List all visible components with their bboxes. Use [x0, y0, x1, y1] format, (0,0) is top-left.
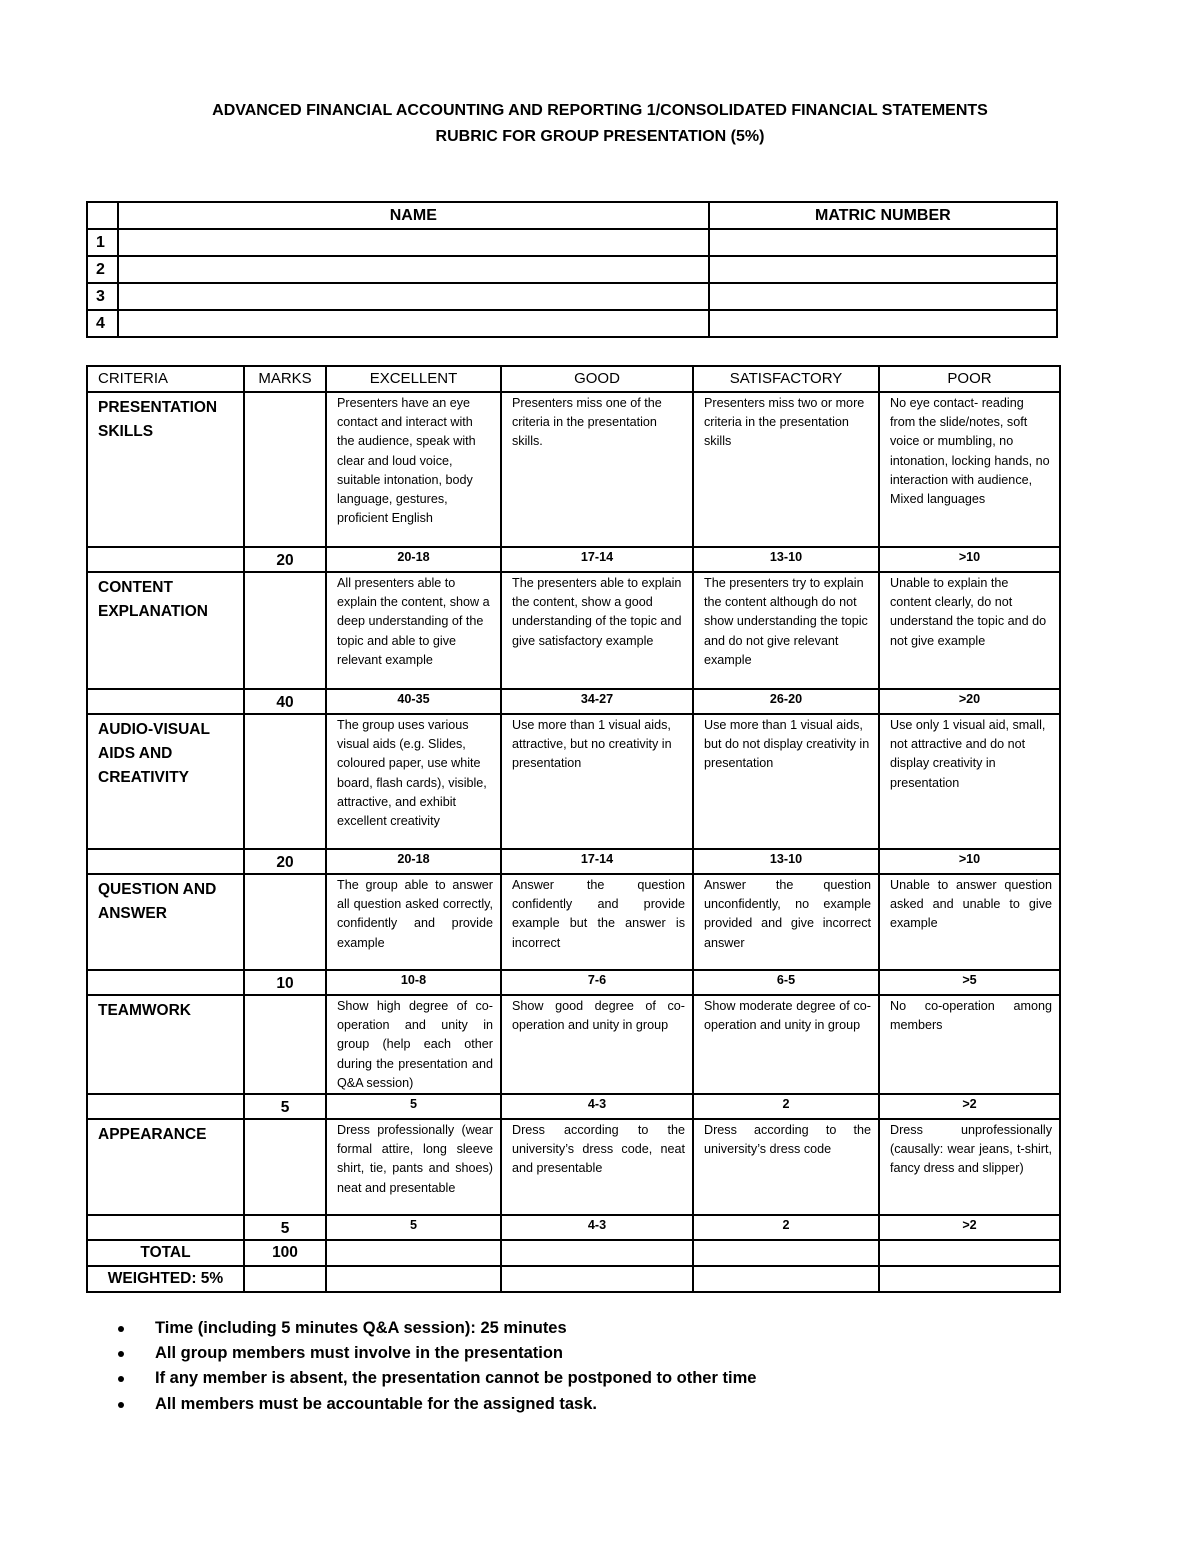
good-descriptor: Use more than 1 visual aids, attractive, but no creativity in presentation: [501, 714, 693, 849]
satisfactory-score: 26-20: [693, 689, 879, 714]
poor-score: >10: [879, 849, 1060, 874]
excellent-score: 20-18: [326, 849, 501, 874]
satisfactory-score: 13-10: [693, 849, 879, 874]
score-row-blank: [87, 849, 244, 874]
member-row: [87, 310, 1057, 337]
bullet-icon: [118, 1376, 124, 1382]
member-row: [87, 283, 1057, 310]
excellent-header: EXCELLENT: [326, 366, 501, 392]
weighted-marks-field[interactable]: [244, 1266, 326, 1292]
criterion-marks-cell: [244, 572, 326, 689]
bullet-icon: [118, 1402, 124, 1408]
criterion-marks: 20: [244, 547, 326, 572]
member-name-field[interactable]: [118, 283, 709, 310]
members-index-header: [87, 202, 118, 229]
criterion-marks-cell: [244, 714, 326, 849]
score-row: [87, 970, 1060, 995]
poor-descriptor: Unable to explain the content clearly, do not understand the topic and do not give example: [879, 572, 1060, 689]
excellent-score: 5: [326, 1094, 501, 1119]
criterion-row: [87, 572, 1060, 689]
good-descriptor: The presenters able to explain the content, show a good understanding of the topic and give satisfactory example: [501, 572, 693, 689]
rubric-header-row: [87, 366, 1060, 392]
satisfactory-descriptor: Dress according to the university’s dress code: [693, 1119, 879, 1215]
satisfactory-score: 2: [693, 1215, 879, 1240]
total-poor-field[interactable]: [879, 1240, 1060, 1266]
poor-header: POOR: [879, 366, 1060, 392]
poor-descriptor: No eye contact- reading from the slide/notes, soft voice or mumbling, no intonation, locking hands, no interaction with audience, Mixed languages: [879, 392, 1060, 547]
score-row: [87, 689, 1060, 714]
excellent-descriptor: The group uses various visual aids (e.g. Slides, coloured paper, use white board, flash cards), visible, attractive, and exhibit excellent creativity: [326, 714, 501, 849]
note-item: [113, 1366, 756, 1391]
weighted-poor-field[interactable]: [879, 1266, 1060, 1292]
criterion-marks-cell: [244, 995, 326, 1094]
member-number: 2: [87, 256, 118, 283]
satisfactory-score: 13-10: [693, 547, 879, 572]
excellent-descriptor: Presenters have an eye contact and interact with the audience, speak with clear and loud voice, suitable intonation, body language, gestures, proficient English: [326, 392, 501, 547]
good-descriptor: Presenters miss one of the criteria in the presentation skills.: [501, 392, 693, 547]
total-good-field[interactable]: [501, 1240, 693, 1266]
excellent-score: 40-35: [326, 689, 501, 714]
good-descriptor: Dress according to the university’s dress code, neat and presentable: [501, 1119, 693, 1215]
satisfactory-descriptor: The presenters try to explain the content although do not show understanding the topic and do not give relevant example: [693, 572, 879, 689]
satisfactory-score: 2: [693, 1094, 879, 1119]
score-row-blank: [87, 1215, 244, 1240]
criterion-marks: 40: [244, 689, 326, 714]
total-row: [87, 1240, 1060, 1266]
good-score: 17-14: [501, 547, 693, 572]
note-text: All members must be accountable for the assigned task.: [155, 1394, 597, 1413]
member-name-field[interactable]: [118, 256, 709, 283]
excellent-descriptor: Dress professionally (wear formal attire, long sleeve shirt, tie, pants and shoes) neat and presentable: [326, 1119, 501, 1215]
good-score: 17-14: [501, 849, 693, 874]
good-score: 34-27: [501, 689, 693, 714]
name-column-header: NAME: [118, 202, 709, 229]
document-title: ADVANCED FINANCIAL ACCOUNTING AND REPORTING 1/CONSOLIDATED FINANCIAL STATEMENTS: [212, 102, 988, 119]
good-descriptor: Show good degree of co-operation and unity in group: [501, 995, 693, 1094]
document-subtitle: RUBRIC FOR GROUP PRESENTATION (5%): [435, 128, 765, 145]
excellent-descriptor: The group able to answer all question asked correctly, confidently and provide example: [326, 874, 501, 970]
member-matric-field[interactable]: [709, 310, 1057, 337]
satisfactory-header: SATISFACTORY: [693, 366, 879, 392]
criterion-row: [87, 392, 1060, 547]
criterion-row: [87, 995, 1060, 1094]
member-name-field[interactable]: [118, 229, 709, 256]
criterion-marks: 10: [244, 970, 326, 995]
weighted-excellent-field[interactable]: [326, 1266, 501, 1292]
weighted-label: WEIGHTED: 5%: [87, 1266, 244, 1292]
good-header: GOOD: [501, 366, 693, 392]
criterion-name: PRESENTATION SKILLS: [87, 392, 244, 547]
poor-descriptor: Use only 1 visual aid, small, not attractive and do not display creativity in presentation: [879, 714, 1060, 849]
score-row-blank: [87, 689, 244, 714]
members-header-row: [87, 202, 1057, 229]
member-row: [87, 229, 1057, 256]
satisfactory-descriptor: Use more than 1 visual aids, but do not display creativity in presentation: [693, 714, 879, 849]
criterion-name: TEAMWORK: [87, 995, 244, 1094]
poor-descriptor: Unable to answer question asked and unable to give example: [879, 874, 1060, 970]
score-row: [87, 1215, 1060, 1240]
note-item: [113, 1341, 756, 1366]
poor-score: >5: [879, 970, 1060, 995]
criterion-marks-cell: [244, 874, 326, 970]
good-score: 7-6: [501, 970, 693, 995]
excellent-descriptor: Show high degree of co-operation and unity in group (help each other during the presentation and Q&A session): [326, 995, 501, 1094]
notes-list: [113, 1316, 756, 1417]
score-row: [87, 1094, 1060, 1119]
criterion-row: [87, 1119, 1060, 1215]
score-row-blank: [87, 970, 244, 995]
criterion-row: [87, 714, 1060, 849]
note-item: [113, 1392, 756, 1417]
satisfactory-descriptor: Show moderate degree of co-operation and unity in group: [693, 995, 879, 1094]
member-matric-field[interactable]: [709, 283, 1057, 310]
poor-descriptor: No co-operation among members: [879, 995, 1060, 1094]
poor-descriptor: Dress unprofessionally (causally: wear jeans, t-shirt, fancy dress and slipper): [879, 1119, 1060, 1215]
member-number: 3: [87, 283, 118, 310]
total-satisfactory-field[interactable]: [693, 1240, 879, 1266]
score-row-blank: [87, 1094, 244, 1119]
excellent-score: 20-18: [326, 547, 501, 572]
bullet-icon: [118, 1351, 124, 1357]
criteria-header: CRITERIA: [87, 366, 244, 392]
criterion-marks-cell: [244, 1119, 326, 1215]
matric-column-header: MATRIC NUMBER: [709, 202, 1057, 229]
total-marks: 100: [244, 1240, 326, 1266]
rubric-table: [86, 365, 1061, 1293]
member-matric-field[interactable]: [709, 229, 1057, 256]
weighted-good-field[interactable]: [501, 1266, 693, 1292]
member-name-field[interactable]: [118, 310, 709, 337]
poor-score: >2: [879, 1215, 1060, 1240]
criterion-row: [87, 874, 1060, 970]
criterion-marks-cell: [244, 392, 326, 547]
member-number: 4: [87, 310, 118, 337]
excellent-descriptor: All presenters able to explain the content, show a deep understanding of the topic and able to give relevant example: [326, 572, 501, 689]
member-matric-field[interactable]: [709, 256, 1057, 283]
satisfactory-descriptor: Answer the question unconfidently, no example provided and give incorrect answer: [693, 874, 879, 970]
note-text: If any member is absent, the presentation cannot be postponed to other time: [155, 1369, 757, 1388]
score-row: [87, 547, 1060, 572]
excellent-score: 5: [326, 1215, 501, 1240]
poor-score: >2: [879, 1094, 1060, 1119]
criterion-marks: 5: [244, 1215, 326, 1240]
good-score: 4-3: [501, 1094, 693, 1119]
satisfactory-score: 6-5: [693, 970, 879, 995]
members-table: [86, 201, 1058, 338]
marks-header: MARKS: [244, 366, 326, 392]
score-row: [87, 849, 1060, 874]
criterion-name: AUDIO-VISUAL AIDS AND CREATIVITY: [87, 714, 244, 849]
weighted-satisfactory-field[interactable]: [693, 1266, 879, 1292]
satisfactory-descriptor: Presenters miss two or more criteria in the presentation skills: [693, 392, 879, 547]
criterion-marks: 20: [244, 849, 326, 874]
note-text: All group members must involve in the presentation: [155, 1344, 563, 1363]
score-row-blank: [87, 547, 244, 572]
criterion-name: APPEARANCE: [87, 1119, 244, 1215]
bullet-icon: [118, 1326, 124, 1332]
note-item: [113, 1316, 756, 1341]
member-number: 1: [87, 229, 118, 256]
member-row: [87, 256, 1057, 283]
total-excellent-field[interactable]: [326, 1240, 501, 1266]
criterion-marks: 5: [244, 1094, 326, 1119]
criterion-name: QUESTION AND ANSWER: [87, 874, 244, 970]
excellent-score: 10-8: [326, 970, 501, 995]
good-score: 4-3: [501, 1215, 693, 1240]
total-label: TOTAL: [87, 1240, 244, 1266]
poor-score: >10: [879, 547, 1060, 572]
weighted-row: [87, 1266, 1060, 1292]
poor-score: >20: [879, 689, 1060, 714]
note-text: Time (including 5 minutes Q&A session): 25 minutes: [155, 1319, 567, 1337]
criterion-name: CONTENT EXPLANATION: [87, 572, 244, 689]
good-descriptor: Answer the question confidently and provide example but the answer is incorrect: [501, 874, 693, 970]
